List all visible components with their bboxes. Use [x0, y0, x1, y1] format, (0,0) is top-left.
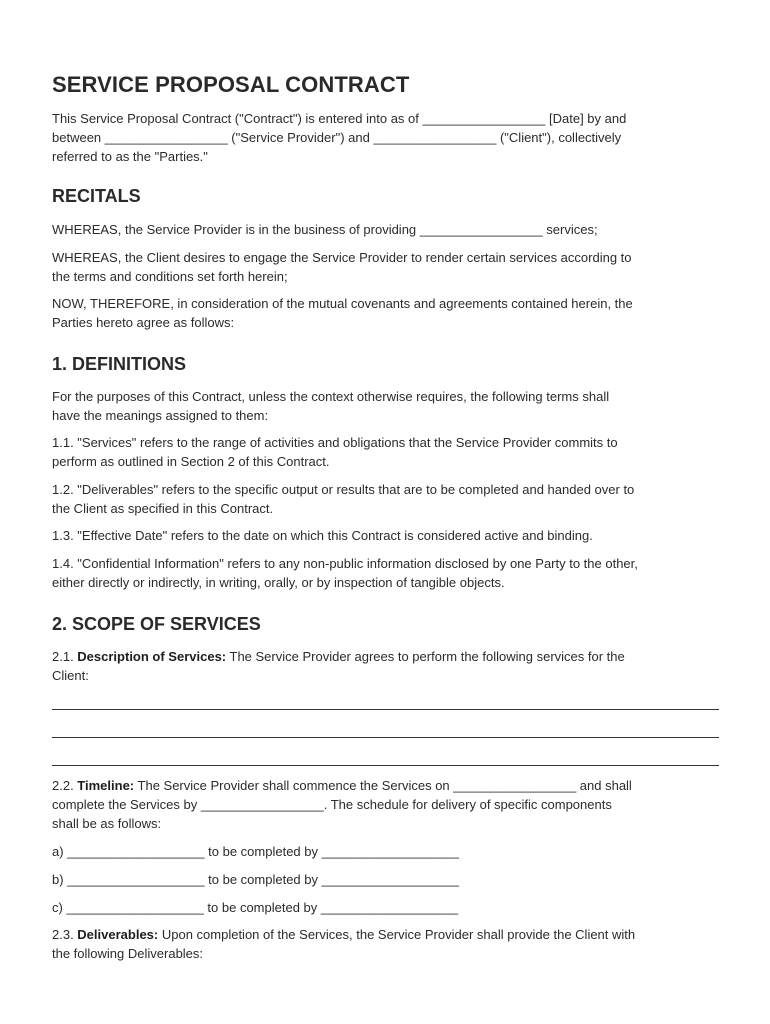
- definition-line: 1.4. "Confidential Information" refers to any non-public information disclosed by one Party to the other,: [52, 556, 638, 571]
- scope-line: the following Deliverables:: [52, 946, 204, 961]
- scope-line: [52, 647, 720, 666]
- clause-text: The Service Provider agrees to perform the following services for the: [226, 649, 625, 664]
- clause-text: The Service Provider shall commence the Services on _________________ and shall: [134, 778, 632, 793]
- intro-line: between _________________ ("Service Provider") and _________________ ("Client"), collectively: [52, 130, 622, 145]
- blank-line: [52, 765, 719, 766]
- definition-line: 1.3. "Effective Date" refers to the date on which this Contract is considered active and binding.: [52, 528, 593, 543]
- clause-label: Deliverables:: [77, 927, 159, 942]
- clause-text: Upon completion of the Services, the Service Provider shall provide the Client with: [158, 927, 636, 942]
- recital-line: WHEREAS, the Service Provider is in the business of providing _________________ services;: [52, 222, 598, 237]
- recital-line: WHEREAS, the Client desires to engage the Service Provider to render certain services according to: [52, 250, 632, 265]
- recital-paragraph: [52, 294, 720, 332]
- scope-line: [52, 776, 720, 795]
- scope-line: [52, 925, 720, 944]
- recital-paragraph: [52, 248, 720, 286]
- definitions-intro: [52, 387, 720, 425]
- schedule-line: a) ___________________ to be completed by ___________________: [52, 844, 459, 859]
- intro-paragraph: [52, 109, 720, 166]
- definition-line: the Client as specified in this Contract.: [52, 501, 274, 516]
- definition-item: [52, 480, 720, 518]
- recitals-heading: RECITALS: [52, 186, 141, 206]
- schedule-item-b: [52, 870, 720, 889]
- blank-line: [52, 737, 719, 738]
- definition-line: perform as outlined in Section 2 of this Contract.: [52, 454, 330, 469]
- scope-line: Client:: [52, 668, 89, 683]
- clause-number: 2.1.: [52, 649, 78, 664]
- definition-item: [52, 526, 720, 545]
- definition-item: [52, 433, 720, 471]
- recital-paragraph: [52, 220, 720, 239]
- definition-line: 1.1. "Services" refers to the range of activities and obligations that the Service Provider commits to: [52, 435, 618, 450]
- intro-line: This Service Proposal Contract ("Contract") is entered into as of _________________ [Date] by and: [52, 111, 627, 126]
- definitions-heading: 1. DEFINITIONS: [52, 354, 187, 374]
- definition-line: 1.2. "Deliverables" refers to the specific output or results that are to be completed and handed over to: [52, 482, 635, 497]
- schedule-line: b) ___________________ to be completed by ___________________: [52, 872, 459, 887]
- definitions-line: For the purposes of this Contract, unless the context otherwise requires, the following terms shall: [52, 389, 610, 404]
- recital-line: the terms and conditions set forth herein;: [52, 269, 288, 284]
- blank-line: [52, 709, 719, 710]
- scope-item-timeline: [52, 776, 720, 833]
- definition-line: either directly or indirectly, in writing, orally, or by inspection of tangible objects.: [52, 575, 505, 590]
- clause-label: Description of Services:: [77, 649, 227, 664]
- scope-item-description: [52, 647, 720, 685]
- scope-heading: 2. SCOPE OF SERVICES: [52, 614, 261, 634]
- document-title: SERVICE PROPOSAL CONTRACT: [52, 72, 410, 97]
- recital-line: Parties hereto agree as follows:: [52, 315, 235, 330]
- scope-item-deliverables: [52, 925, 720, 963]
- clause-number: 2.2.: [52, 778, 78, 793]
- schedule-line: c) ___________________ to be completed by ___________________: [52, 900, 459, 915]
- clause-label: Timeline:: [77, 778, 135, 793]
- definitions-line: have the meanings assigned to them:: [52, 408, 269, 423]
- scope-line: complete the Services by _________________. The schedule for delivery of specific components: [52, 797, 612, 812]
- recital-line: NOW, THEREFORE, in consideration of the mutual covenants and agreements contained herein, the: [52, 296, 633, 311]
- clause-number: 2.3.: [52, 927, 78, 942]
- intro-line: referred to as the "Parties.": [52, 149, 208, 164]
- schedule-item-c: [52, 898, 720, 917]
- schedule-item-a: [52, 842, 720, 861]
- scope-line: shall be as follows:: [52, 816, 162, 831]
- definition-item: [52, 554, 720, 592]
